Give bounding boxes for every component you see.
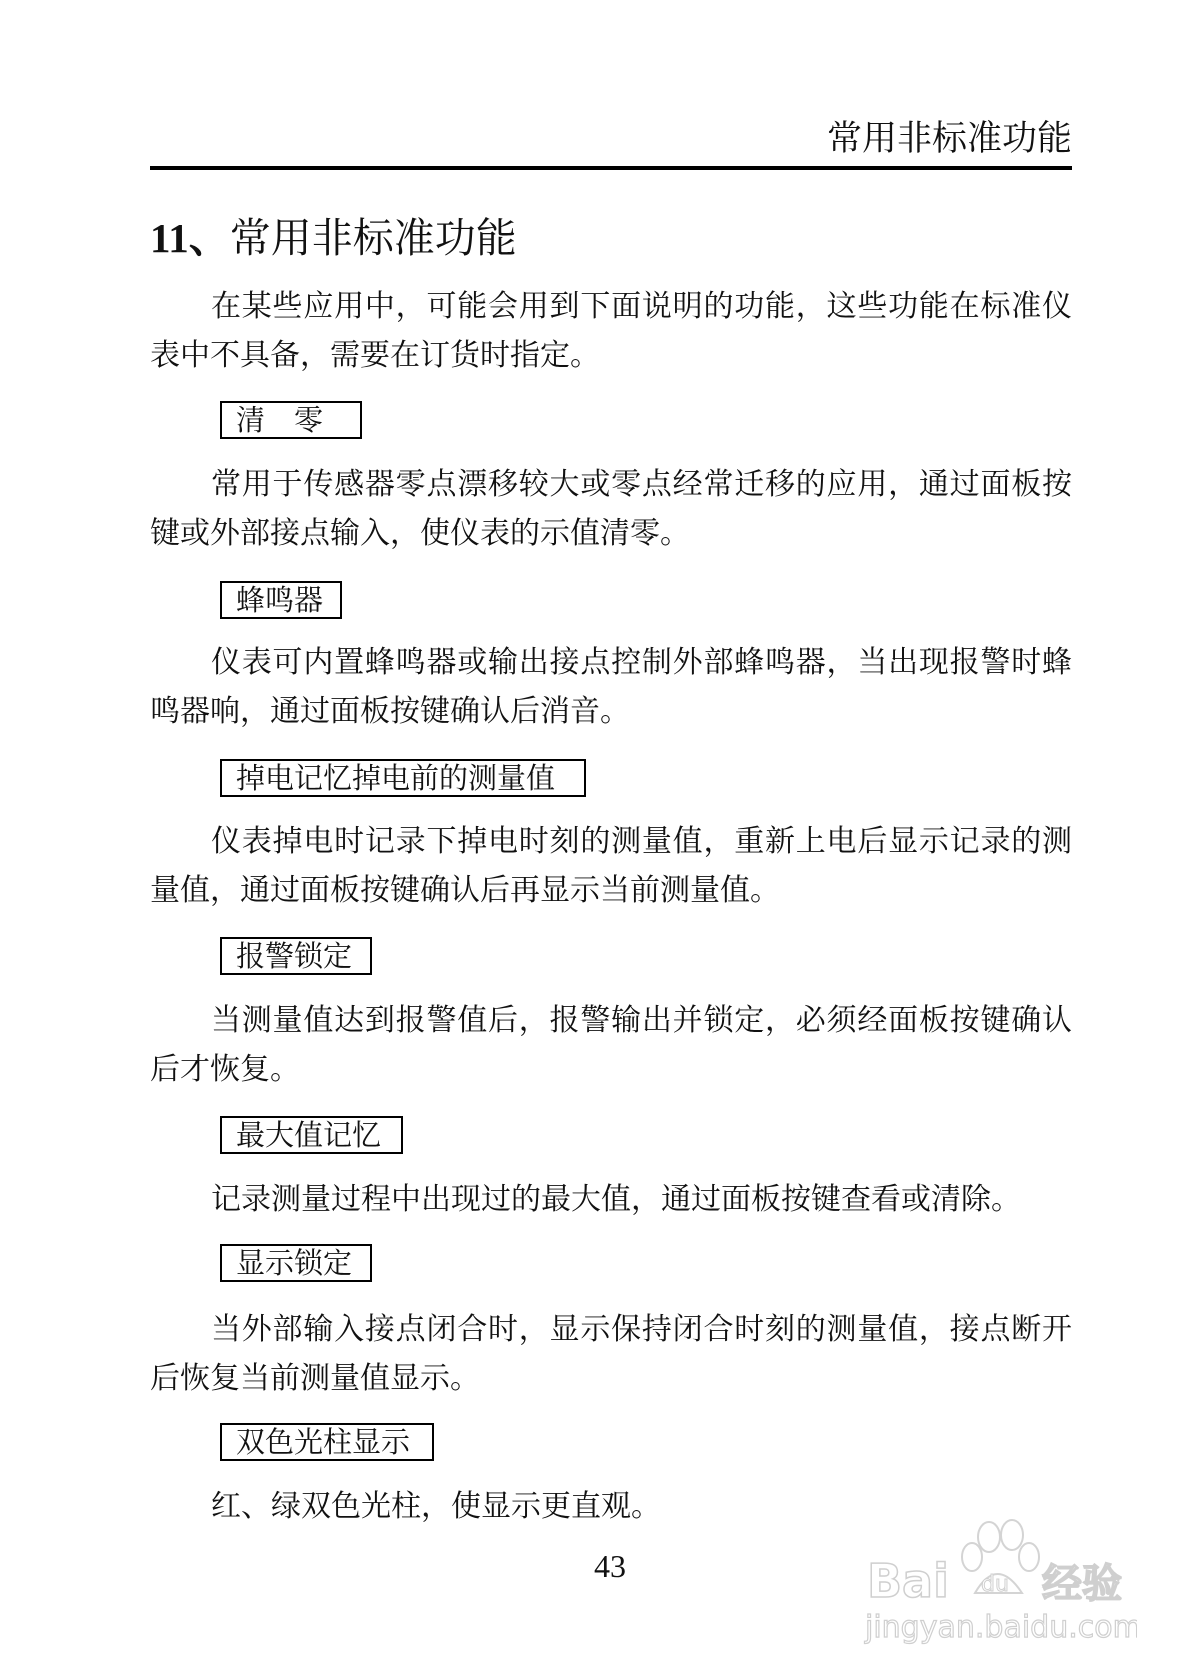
baidu-watermark-logo <box>857 1515 1137 1655</box>
feature-text-max-memory: 记录测量过程中出现过的最大值，通过面板按键查看或清除。 <box>211 1182 1021 1217</box>
header-rule <box>150 166 1072 170</box>
feature-text-power-loss-memory: 仪表掉电时记录下掉电时刻的测量值，重新上电后显示记录的测量值，通过面板按键确认后再显示当前测量值。 <box>150 824 1072 908</box>
svg-text:Bai: Bai <box>867 1554 949 1608</box>
feature-label-clear-zero: 清 零 <box>220 401 362 439</box>
feature-label-alarm-lock: 报警锁定 <box>220 937 372 975</box>
page-number: 43 <box>594 1548 626 1584</box>
svg-text:jingyan.baidu.com: jingyan.baidu.com <box>865 1610 1137 1645</box>
feature-label-bicolor-bar: 双色光柱显示 <box>220 1423 434 1461</box>
intro-paragraph: 在某些应用中，可能会用到下面说明的功能，这些功能在标准仪表中不具备，需要在订货时指定。 <box>150 289 1072 373</box>
feature-text-clear-zero: 常用于传感器零点漂移较大或零点经常迁移的应用，通过面板按键或外部接点输入，使仪表的示值清零。 <box>150 467 1072 551</box>
feature-text-alarm-lock: 当测量值达到报警值后，报警输出并锁定，必须经面板按键确认后才恢复。 <box>150 1003 1072 1087</box>
feature-label-display-lock: 显示锁定 <box>220 1244 372 1282</box>
feature-label-power-loss-memory: 掉电记忆掉电前的测量值 <box>220 759 586 797</box>
svg-text:经验: 经验 <box>1042 1561 1122 1607</box>
heading-number: 11、 <box>150 215 230 261</box>
feature-text-buzzer: 仪表可内置蜂鸣器或输出接点控制外部蜂鸣器，当出现报警时蜂鸣器响，通过面板按键确认后消音。 <box>150 645 1072 729</box>
feature-text-bicolor-bar: 红、绿双色光柱，使显示更直观。 <box>211 1489 661 1524</box>
feature-text-display-lock: 当外部输入接点闭合时，显示保持闭合时刻的测量值，接点断开后恢复当前测量值显示。 <box>150 1312 1072 1396</box>
svg-text:du: du <box>981 1572 1009 1597</box>
feature-label-max-memory: 最大值记忆 <box>220 1116 403 1154</box>
running-head: 常用非标准功能 <box>826 119 1072 159</box>
section-heading <box>150 212 517 264</box>
heading-title: 常用非标准功能 <box>229 214 517 262</box>
feature-label-buzzer: 蜂鸣器 <box>220 581 342 619</box>
